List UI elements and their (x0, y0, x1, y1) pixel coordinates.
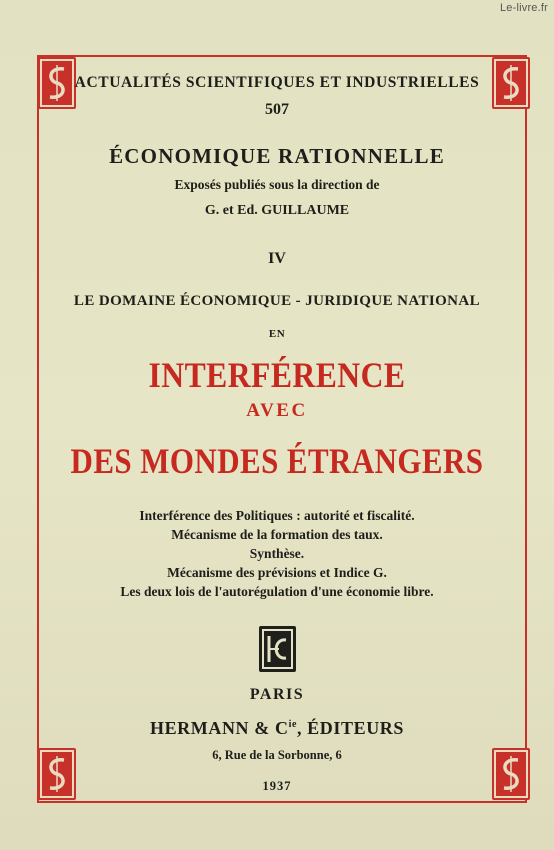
publisher-address: 6, Rue de la Sorbonne, 6 (212, 748, 342, 762)
contents-item: Mécanisme des prévisions et Indice G. (167, 565, 387, 580)
contents-item: Synthèse. (249, 546, 305, 561)
contents-list (0, 506, 554, 601)
domain-subtitle: LE DOMAINE ÉCONOMIQUE - JURIDIQUE NATIONAL (73, 293, 481, 309)
hermann-publisher-mark-icon (259, 626, 296, 672)
contents-item: Les deux lois de l'autorégulation d'une économie libre. (120, 584, 434, 599)
collection-title: ÉCONOMIQUE RATIONNELLE (109, 144, 445, 168)
publisher-name (0, 718, 554, 739)
publisher-name-suffix: , ÉDITEURS (296, 718, 405, 738)
series-title: ACTUALITÉS SCIENTIFIQUES ET INDUSTRIELLES (74, 74, 480, 91)
publication-year: 1937 (262, 779, 292, 793)
main-title-line-1: INTERFÉRENCE (148, 355, 406, 395)
main-title-line-2: DES MONDES ÉTRANGERS (70, 441, 484, 481)
publisher-name-main: HERMANN & C (149, 718, 289, 738)
contents-item: Interférence des Politiques : autorité et fiscalité. (139, 508, 415, 523)
series-number: 507 (265, 101, 289, 118)
editors-names: G. et Ed. GUILLAUME (204, 203, 350, 218)
connector-avec: AVEC (246, 400, 308, 421)
watermark: Le-livre.fr (499, 2, 548, 14)
direction-note: Exposés publiés sous la direction de (174, 177, 380, 192)
contents-item: Mécanisme de la formation des taux. (171, 527, 383, 542)
publisher-name-sup: ie (288, 719, 297, 730)
connector-en: EN (268, 328, 286, 340)
publication-city: PARIS (249, 686, 305, 703)
volume-number: IV (268, 250, 286, 267)
